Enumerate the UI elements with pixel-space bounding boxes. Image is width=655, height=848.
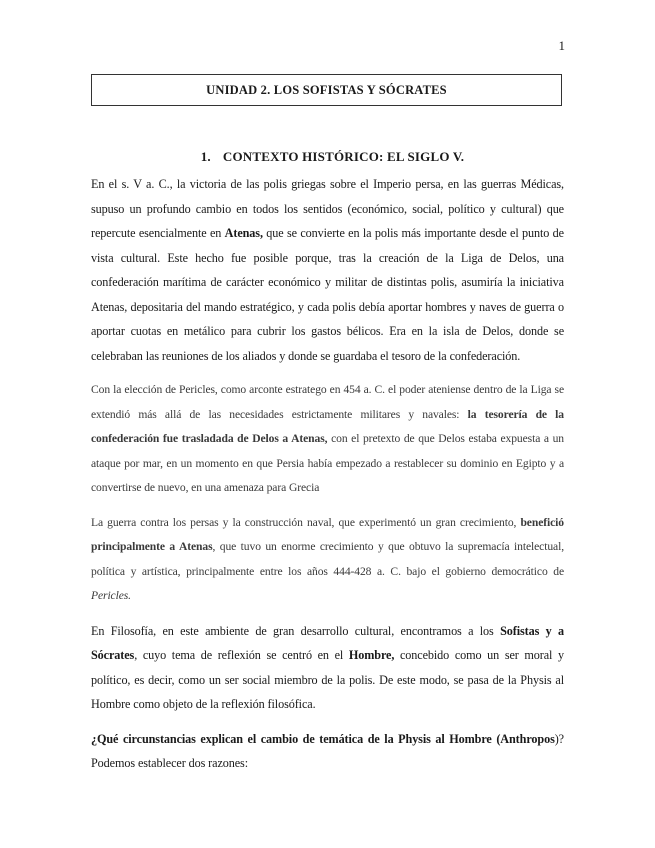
text-run: La guerra contra los persas y la construcción naval, que experimentó un gran crecimiento, (91, 515, 521, 529)
section-heading (0, 149, 655, 165)
section-title: CONTEXTO HISTÓRICO: EL SIGLO V. (222, 149, 465, 164)
paragraph-pericles (91, 378, 564, 501)
text-run: concebido como un ser moral y político, es decir, como un ser social miembro de la polis. De este modo, se pasa de la Physis al Hombre como objeto de la reflexión filosófica. (91, 648, 564, 711)
section-number: 1. (200, 149, 211, 164)
bold-run: Atenas, (224, 226, 263, 240)
text-run: En el s. V a. C., la victoria de las polis griegas sobre el Imperio persa, en las guerras Médicas, supuso un profundo cambio en todos los sentidos (económico, social, político y cultural) que repercute esencialmente en (91, 177, 564, 240)
unit-title-box (91, 74, 562, 106)
text-run: , que tuvo un enorme crecimiento y que obtuvo la supremacía intelectual, política y artística, principalmente entre los años 444-428 a. C. bajo el gobierno democrático de (91, 540, 564, 578)
bold-run: Sofistas y a Sócrates (91, 623, 564, 662)
bold-run: ¿Qué circunstancias explican el cambio de temática de la Physis al Hombre (Anthropos (91, 731, 555, 746)
bold-run: la tesorería de la confederación fue trasladada de Delos a Atenas, (91, 407, 565, 445)
text-run: , cuyo tema de reflexión se centró en el (134, 648, 349, 662)
text-run: que se convierte en la polis más importante desde el punto de vista cultural. Este hecho fue posible porque, tras la creación de la Liga de Delos, una confederación marítima de carácter económico y militar de distintas polis, asumiría la iniciativa Atenas, depositaria del mando estratégico, y cada polis debía aportar hombres y naves de guerra o aportar cuotas en metálico para cubrir los gastos bélicos. Era en la isla de Delos, donde se celebraban las reuniones de los aliados y donde se guardaba el tesoro de la confederación. (91, 226, 564, 363)
document-body (91, 172, 564, 776)
paragraph-philosophy (91, 619, 564, 717)
paragraph-context-1 (91, 172, 564, 368)
text-run: Con la elección de Pericles, como arconte estratego en 454 a. C. el poder ateniense dentro de la Liga se extendió más allá de las necesidades estrictamente militares y navales: (91, 383, 564, 421)
bold-run: benefició principalmente a Atenas (91, 515, 564, 553)
unit-title: UNIDAD 2. LOS SOFISTAS Y SÓCRATES (206, 82, 447, 97)
text-run: En Filosofía, en este ambiente de gran desarrollo cultural, encontramos a los (91, 623, 501, 638)
bold-run: Hombre, (348, 648, 395, 662)
text-run: con el pretexto de que Delos estaba expuesta a un ataque por mar, en un momento en que Persia había empezado a restablecer su dominio en Egipto y a convertirse de nuevo, en una amenaza para Grecia (91, 432, 564, 494)
paragraph-question (91, 727, 564, 776)
text-run: )? Podemos establecer dos razones: (91, 731, 564, 770)
paragraph-war (91, 511, 564, 609)
italic-run: Pericles. (91, 589, 131, 602)
page-number: 1 (558, 38, 565, 53)
